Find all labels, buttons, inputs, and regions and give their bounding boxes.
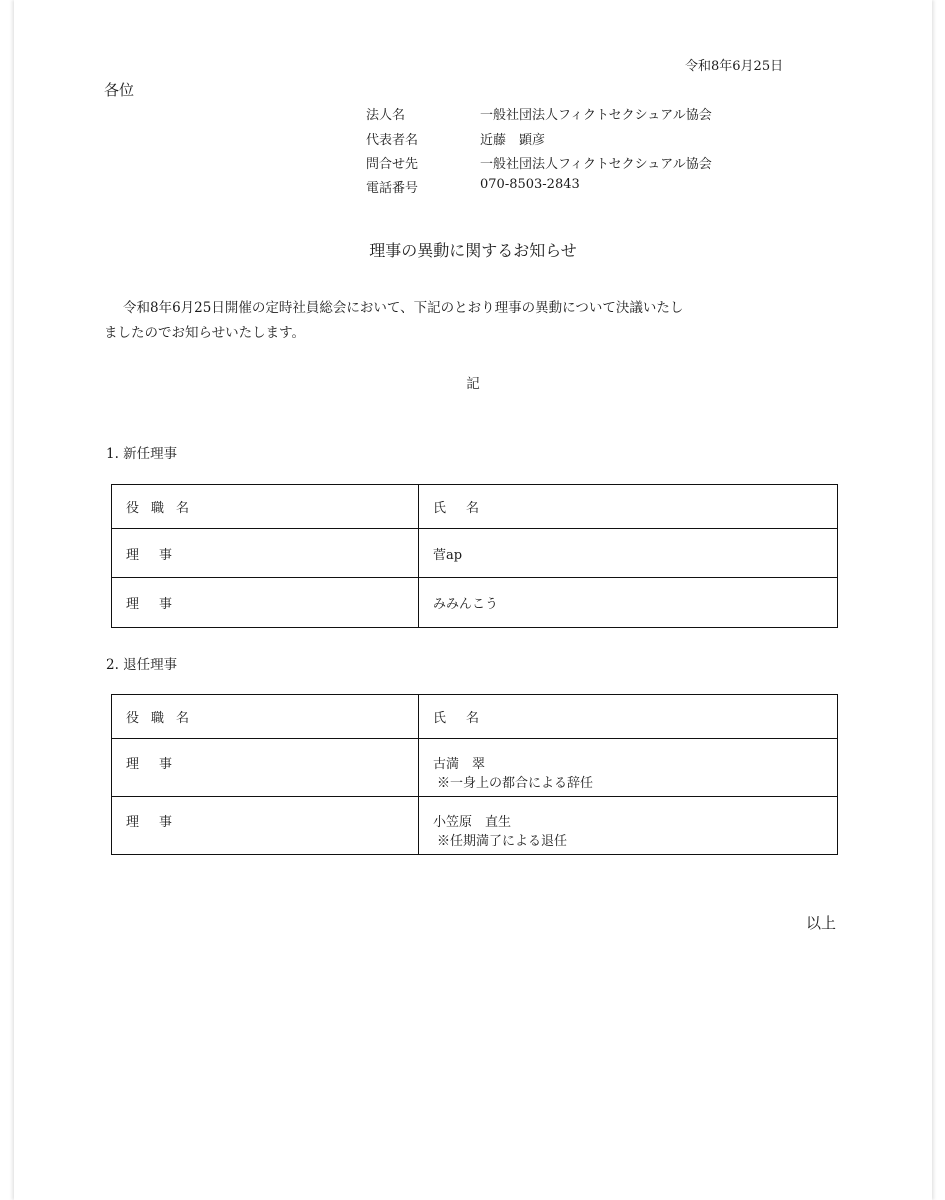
info-value-contact: 一般社団法人フィクトセクシュアル協会 [480,157,712,172]
header-name: 氏名 [433,501,500,516]
document-title: 理事の異動に関するお知らせ [369,241,577,260]
document-page [14,0,932,1200]
row-position: 理事 [126,597,193,612]
info-value-representative: 近藤 顕彦 [480,133,546,148]
new-directors-table [111,484,838,628]
row-position: 理事 [126,757,193,772]
info-label-contact: 問合せ先 [366,157,419,172]
header-position: 役職名 [126,711,202,726]
info-label-corporation: 法人名 [366,108,406,123]
body-line-1: 令和8年6月25日開催の定時社員総会において、下記のとおり理事の異動について決議いたし [123,300,684,316]
info-value-phone: 070-8503-2843 [480,177,580,192]
table-header-row [112,485,838,529]
info-value-corporation: 一般社団法人フィクトセクシュアル協会 [480,108,712,123]
row-name: 古満 翠 [433,757,486,772]
body-paragraph [104,296,824,346]
header-name: 氏名 [433,711,500,726]
row-note: ※任期満了による退任 [437,834,568,849]
section-heading-retired-directors: 2. 退任理事 [106,657,178,673]
table-header-row [112,695,838,739]
header-position: 役職名 [126,501,202,516]
row-name: みみんこう [433,597,499,612]
info-label-representative: 代表者名 [366,133,419,148]
document-date: 令和8年6月25日 [685,59,784,74]
body-line-2: ましたのでお知らせいたします。 [104,325,306,341]
row-position: 理事 [126,547,193,563]
table-row [112,529,838,578]
row-position: 理事 [126,815,193,830]
section-heading-new-directors: 1. 新任理事 [106,446,178,462]
info-label-phone: 電話番号 [366,181,419,196]
row-name: 菅ap [433,547,463,563]
table-row [112,578,838,628]
table-row [112,797,838,855]
recipient: 各位 [104,81,135,99]
retired-directors-table [111,694,838,855]
table-row [112,739,838,797]
closing-ijo: 以上 [806,914,837,932]
ki-marker: 記 [466,376,480,392]
row-name: 小笠原 直生 [433,815,512,830]
row-note: ※一身上の都合による辞任 [437,776,594,791]
